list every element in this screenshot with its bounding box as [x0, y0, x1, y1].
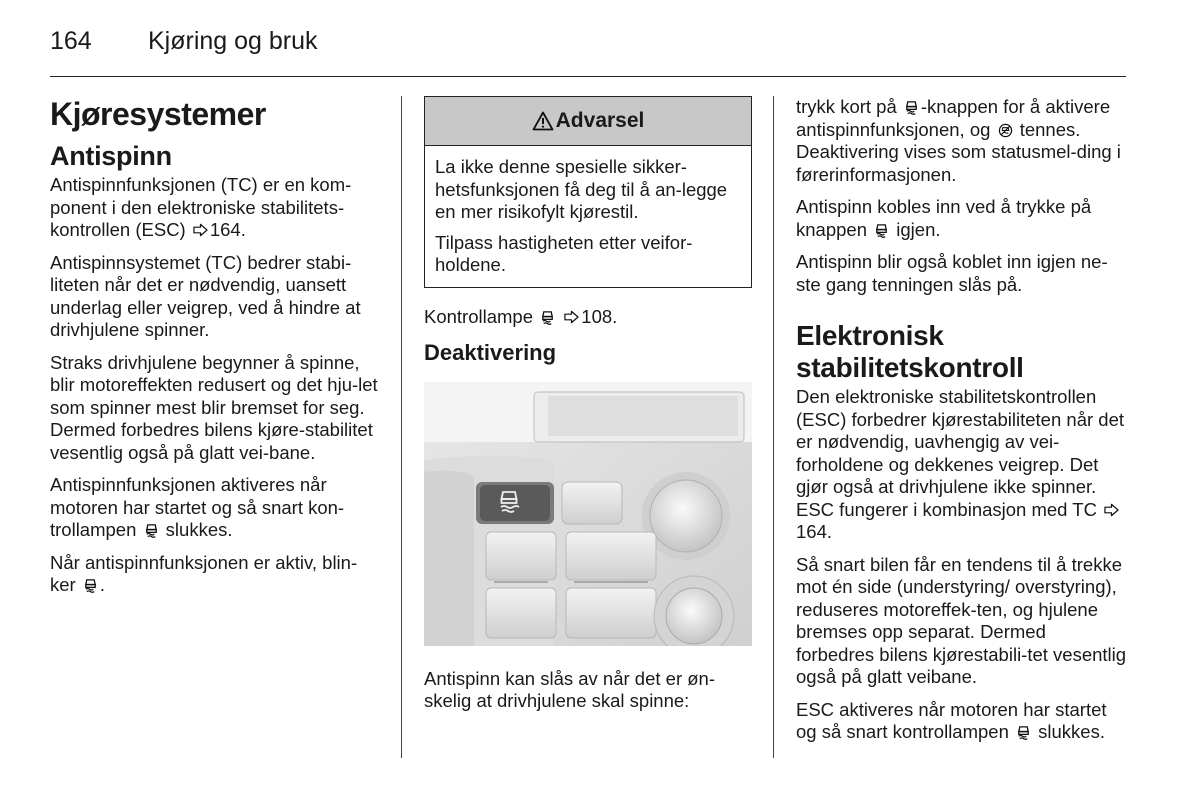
- page-number: 164: [50, 27, 92, 55]
- paragraph: Antispinnsystemet (TC) bedrer stabi-liteten når det er nødvendig, uansett underlag eller veigrep, ved å hindre at drivhjulene spinner.: [50, 251, 361, 340]
- paragraph: Antispinn blir også koblet inn igjen ne-ste gang tenningen slås på.: [796, 251, 1108, 295]
- traction-control-off-icon: [998, 123, 1013, 138]
- warning-body: [425, 146, 751, 287]
- traction-control-icon: [904, 100, 919, 115]
- page-header: [50, 26, 1126, 77]
- page-reference-arrow-icon: [564, 310, 579, 324]
- warning-box: [424, 96, 752, 288]
- column-divider: [401, 96, 402, 758]
- dashboard-button-illustration: [424, 382, 752, 646]
- paragraph: Antispinnfunksjonen aktiveres når motoren har startet og så snart kon-trollampen slukkes.: [50, 474, 345, 540]
- paragraph: Antispinn kobles inn ved å trykke på knappen igjen.: [796, 196, 1092, 240]
- traction-control-icon: [540, 310, 555, 325]
- column-1: [50, 96, 380, 607]
- paragraph: ESC aktiveres når motoren har startet og så snart kontrollampen slukkes.: [796, 698, 1107, 742]
- column-divider: [773, 96, 774, 758]
- paragraph: Straks drivhjulene begynner å spinne, blir motoreffekten redusert og det hju-let som spinner mest blir bremset for seg. Dermed forbedres bilens kjøre-stabilitet vesentlig også på glatt vei-bane.: [50, 351, 378, 463]
- traction-control-icon: [144, 523, 159, 538]
- warning-text: Tilpass hastigheten etter veifor-holdene.: [435, 231, 693, 275]
- page-reference[interactable]: 164.: [209, 219, 246, 240]
- paragraph: Kontrollampe 108.: [424, 305, 618, 327]
- warning-header: [425, 97, 751, 146]
- page-reference[interactable]: 108.: [581, 305, 618, 327]
- page-reference-arrow-icon: [1104, 503, 1119, 517]
- paragraph: Den elektroniske stabilitetskontrollen (ESC) forbedrer kjørestabiliteten når det er nødvendig, uavhengig av vei-forholdene og dekkenes veigrep. Det gjør også at drivhjulene ikke spinner. ESC fungerer i kombinasjon med TC 164.: [796, 386, 1124, 542]
- page-reference-arrow-icon: [193, 223, 208, 237]
- paragraph: Så snart bilen får en tendens til å trekke mot én side (understyring/ overstyring), reduseres motoreffek-ten, og hjulene bremses opp separat. Dermed forbedres bilens kjørestabili-tet vesentlig også på glatt veibane.: [796, 553, 1127, 687]
- warning-text: La ikke denne spesielle sikker-hetsfunksjonen få deg til å an-legge en mer risikofylt kjørestil.: [435, 156, 728, 222]
- subheading: Deaktivering: [424, 340, 557, 365]
- warning-title: Advarsel: [555, 108, 645, 132]
- warning-triangle-icon: [532, 111, 554, 131]
- subsection-heading: Elektronisk stabilitetskontroll: [796, 320, 1024, 383]
- page-reference[interactable]: 164.: [796, 521, 833, 542]
- column-2: [424, 96, 752, 723]
- paragraph: Når antispinnfunksjonen er aktiv, blin-ker .: [50, 551, 358, 595]
- chapter-title: Kjøring og bruk: [148, 27, 318, 55]
- section-heading: Kjøresystemer: [50, 96, 266, 132]
- column-3: [796, 96, 1128, 754]
- traction-control-icon: [874, 223, 889, 238]
- paragraph: Antispinnfunksjonen (TC) er en kom-ponent i den elektroniske stabilitets-kontrollen (ESC) 164.: [50, 174, 352, 240]
- traction-control-icon: [83, 578, 98, 593]
- paragraph: Antispinn kan slås av når det er øn-skelig at drivhjulene skal spinne:: [424, 667, 716, 711]
- traction-control-icon: [1016, 725, 1031, 740]
- subsection-heading: Antispinn: [50, 141, 172, 171]
- paragraph: trykk kort på -knappen for å aktivere antispinnfunksjonen, og tennes. Deaktivering vises som statusmel-ding i førerinformasjonen.: [796, 96, 1121, 185]
